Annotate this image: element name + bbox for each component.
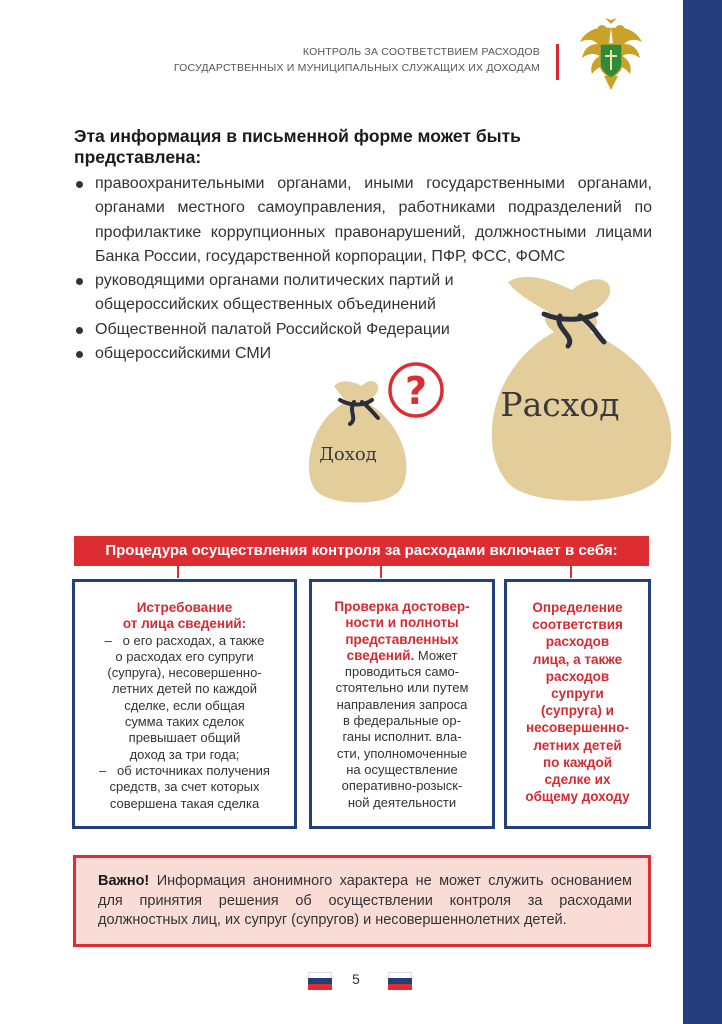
card-title: по каждой — [542, 754, 613, 770]
card-text: – об источниках получения — [99, 762, 270, 778]
card-title: летних детей — [533, 737, 622, 753]
card-title: (супруга) и — [541, 703, 614, 719]
card-text: средств, за счет которых — [109, 779, 260, 795]
card-title: Определение — [532, 600, 623, 615]
money-bags-illustration — [292, 262, 672, 507]
russian-flag-icon — [308, 972, 332, 990]
card-text: Может — [414, 647, 458, 663]
important-label: Важно! — [98, 873, 150, 889]
card-title: соответствия — [532, 617, 623, 633]
card-title: расходов — [545, 634, 610, 650]
card-text: совершена такая сделка — [109, 795, 260, 811]
card-text: о расходах его супруги — [115, 648, 254, 664]
page-header — [0, 44, 540, 76]
card-text: в федеральные ор- — [343, 713, 461, 729]
card-title: Проверка достовер- — [334, 599, 470, 614]
card-text: направления запроса — [336, 696, 468, 712]
svg-text:?: ? — [404, 369, 428, 413]
big-bag-label: Расход — [500, 385, 620, 424]
procedure-title: Процедура осуществления контроля за расходами включает в себя: — [74, 536, 649, 566]
header-line-1: КОНТРОЛЬ ЗА СООТВЕТСТВИЕМ РАСХОДОВ — [302, 46, 540, 58]
connector-tick — [380, 566, 382, 578]
card-text: сделке, если общая — [124, 697, 245, 713]
page-footer — [0, 968, 722, 998]
page-number: 5 — [352, 971, 360, 987]
list-item: правоохранительными органами, иными государственными органами, органами местного самоуправления, работниками подразделений по профилактике коррупционных правонарушений, должностными лицами Банка России, государственной корпорации, ПФР, ФСС, ФОМС — [74, 172, 652, 269]
card-title: расходов — [545, 668, 610, 684]
card-text: ганы исполнит. вла- — [342, 729, 462, 745]
card-text: на осуществление — [346, 761, 458, 777]
card-text: оперативно-розыск- — [341, 778, 463, 794]
big-money-bag-icon — [492, 277, 672, 501]
card-title: от лица сведений: — [122, 616, 247, 632]
important-note — [73, 855, 651, 947]
procedure-card-request — [72, 579, 297, 829]
connector-tick — [177, 566, 179, 578]
card-text: сти, уполномоченные — [336, 745, 468, 761]
list-item: руководящими органами политических партий и общероссийских общественных объединений — [74, 269, 495, 318]
card-title: представленных — [345, 631, 459, 647]
card-title: ности и полноты — [345, 615, 459, 631]
list-item: Общественной палатой Российской Федерации — [74, 318, 652, 342]
card-title: сделке их — [544, 772, 611, 788]
question-mark-icon — [390, 364, 442, 416]
card-title: сведений. — [346, 647, 415, 663]
emblem-icon — [578, 16, 644, 94]
card-title: несовершенно- — [526, 720, 629, 736]
procedure-card-verification — [309, 579, 495, 829]
card-text: доход за три года; — [129, 746, 240, 762]
card-text: летних детей по каждой — [111, 681, 258, 697]
card-title: Истребование — [136, 600, 233, 615]
card-title: супруги — [551, 686, 604, 702]
connector-tick — [570, 566, 572, 578]
important-text: Информация анонимного характера не может служить основанием для принятия решения об осуществлении контроля за расходами должностных лиц, их супруг (супругов) и несовершеннолетних детей. — [98, 873, 632, 928]
card-text: ной деятельности — [347, 794, 457, 810]
card-text: стоятельно или путем — [335, 680, 469, 696]
card-title: общему доходу — [525, 789, 630, 805]
header-divider — [556, 44, 559, 80]
russian-flag-icon — [388, 972, 412, 990]
small-bag-label: Доход — [319, 444, 377, 465]
list-item: общероссийскими СМИ — [74, 342, 652, 366]
procedure-card-comparison — [504, 579, 651, 829]
card-text: проводиться само- — [344, 664, 460, 680]
card-text: сумма таких сделок — [124, 714, 245, 730]
side-stripe — [683, 0, 722, 1024]
card-text: – о его расходах, а также — [104, 632, 265, 648]
card-text: (супруга), несовершенно- — [107, 665, 262, 681]
card-title: лица, а также — [532, 651, 623, 667]
info-heading: Эта информация в письменной форме может быть представлена: — [74, 126, 521, 167]
header-line-2: ГОСУДАРСТВЕННЫХ И МУНИЦИПАЛЬНЫХ СЛУЖАЩИХ ИХ ДОХОДАМ — [173, 62, 540, 74]
card-text: превышает общий — [128, 730, 241, 746]
